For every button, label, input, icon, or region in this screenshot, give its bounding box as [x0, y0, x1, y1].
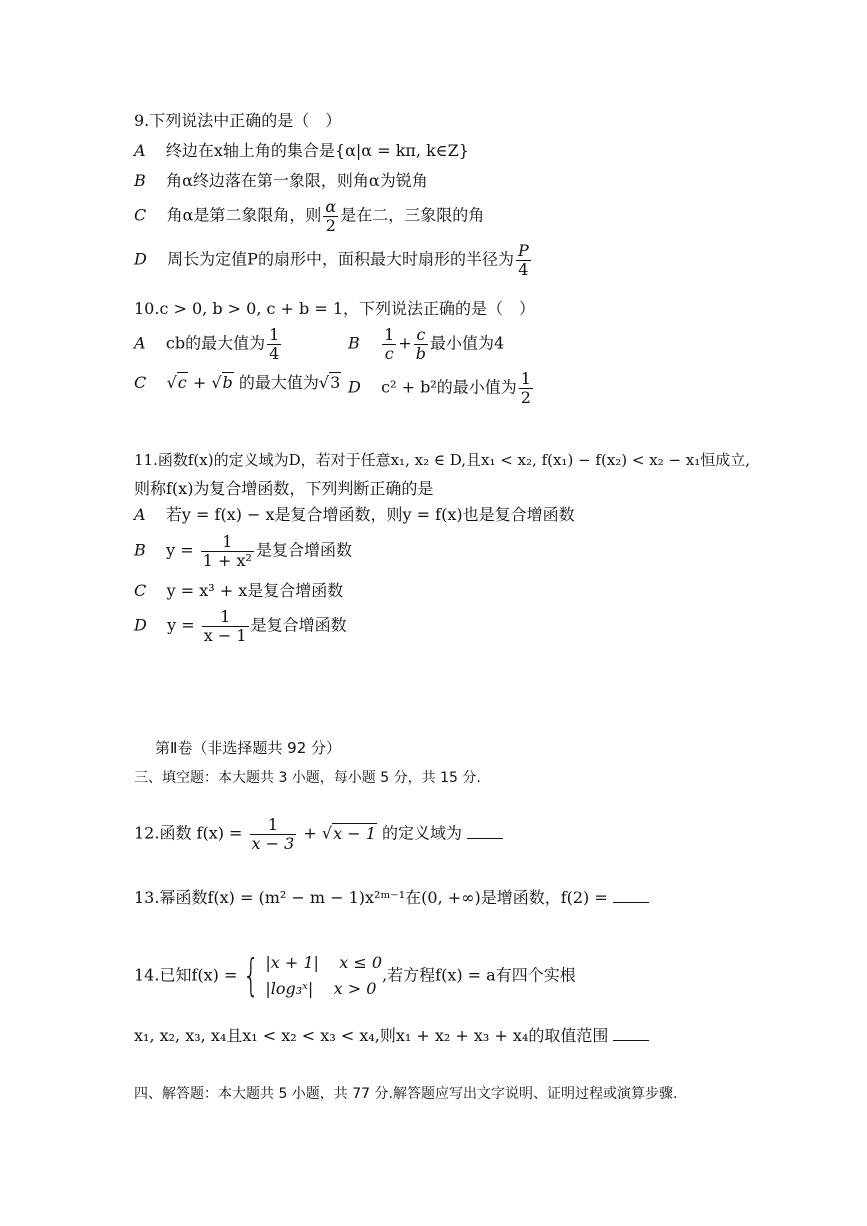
q10-option-d	[348, 370, 535, 406]
option-text: y = x³ + x是复合增函数	[166, 581, 344, 600]
piece-expr: |x + 1|	[265, 953, 319, 972]
plus-sign: +	[187, 373, 212, 392]
numerator: 1	[202, 608, 249, 627]
option-text: 终边在x轴上角的集合是{α|α = kπ, k∈Z}	[165, 141, 469, 160]
option-label: C	[134, 205, 147, 225]
option-label: C	[134, 373, 147, 392]
q14	[134, 950, 576, 1002]
section3-heading: 三、填空题：本大题共 3 小题，每小题 5 分，共 15 分.	[134, 770, 481, 786]
plus-sign: +	[398, 333, 412, 353]
option-text: 的最大值为	[238, 373, 319, 392]
q11-option-d	[134, 608, 347, 644]
denominator: x − 3	[251, 833, 295, 853]
q10-option-b	[348, 326, 504, 362]
piecewise-row	[265, 976, 382, 1002]
piece-cond: x ≤ 0	[339, 953, 383, 972]
option-text: 是复合增函数	[250, 615, 347, 635]
denominator: b	[415, 343, 426, 363]
option-text: 角α是第二象限角，则	[166, 205, 322, 225]
fraction	[414, 326, 428, 362]
q14-text: x₁, x₂, x₃, x₄且x₁ < x₂ < x₃ < x₄,则x₁ + x₂ + x₃ + x₄的取值范围	[134, 1026, 609, 1045]
option-label: A	[134, 505, 146, 524]
denominator: 1 + x²	[202, 550, 252, 570]
option-label: C	[134, 581, 147, 600]
option-text: 周长为定值P的扇形中，面积最大时扇形的半径为	[167, 249, 514, 269]
q11-stem-line2: 则称f(x)为复合增函数，下列判断正确的是	[134, 479, 434, 498]
q10-option-a	[134, 326, 283, 362]
q9-option-a	[134, 142, 469, 160]
q9-option-c	[134, 198, 484, 234]
option-text: 角α终边落在第一象限，则角α为锐角	[166, 171, 428, 190]
q11-option-b	[134, 533, 352, 569]
option-text: 是复合增函数	[255, 540, 352, 560]
option-label: D	[348, 377, 361, 397]
fraction	[519, 370, 533, 406]
option-text: 最小值为4	[429, 333, 505, 353]
plus-sign: +	[298, 823, 322, 843]
option-label: A	[134, 141, 146, 160]
section4-heading: 四、解答题：本大题共 5 小题，共 77 分.解答题应写出文字说明、证明过程或演算步骤.	[134, 1086, 678, 1102]
piece-cond: x > 0	[333, 979, 377, 998]
denominator: x − 1	[203, 625, 247, 645]
piecewise-row	[265, 950, 382, 976]
q11-option-c	[134, 582, 343, 600]
option-label: D	[134, 249, 147, 269]
q12: 12.函数 f(x) = $\frac{1}{x - 3}$ + √x − 1 的定义域为	[134, 816, 503, 852]
q9-option-d	[134, 242, 533, 278]
fraction	[267, 326, 281, 362]
denominator: 4	[518, 259, 529, 279]
option-text: y =	[166, 540, 199, 560]
q11-option-a	[134, 506, 575, 524]
answer-blank[interactable]	[613, 1026, 649, 1041]
q9-option-b	[134, 172, 428, 190]
numerator: 1	[384, 325, 395, 344]
fraction	[323, 198, 338, 234]
numerator: α	[325, 197, 337, 216]
numerator: c	[414, 326, 428, 345]
q13	[134, 888, 649, 907]
numerator: P	[517, 241, 529, 260]
radicand: c	[177, 373, 187, 392]
numerator: 1	[201, 533, 254, 552]
fraction	[516, 242, 531, 278]
piece-expr: |log₃ˣ|	[265, 979, 314, 998]
option-label: B	[348, 333, 360, 353]
q12-text: 的定义域为	[376, 823, 462, 843]
option-text: c² + b²的最小值为	[381, 377, 517, 397]
q9-stem: 9.下列说法中正确的是（ ）	[134, 111, 342, 130]
answer-blank[interactable]	[467, 824, 503, 839]
part2-title: 第Ⅱ卷（非选择题共 92 分）	[155, 739, 342, 757]
answer-blank[interactable]	[613, 888, 649, 903]
fraction	[250, 816, 297, 852]
fraction	[202, 608, 249, 644]
numerator: 1	[250, 816, 297, 835]
radicand: b	[222, 373, 233, 392]
option-label: D	[134, 615, 147, 635]
option-text: 若y = f(x) − x是复合增函数，则y = f(x)也是复合增函数	[165, 505, 575, 524]
numerator: 1	[520, 369, 531, 388]
denominator: c	[384, 343, 394, 363]
option-text: cb的最大值为	[165, 333, 266, 353]
radicand: x − 1	[333, 823, 376, 843]
q14-line2	[134, 1026, 649, 1045]
q10-option-c: C √c + √b 的最大值为√3	[134, 373, 341, 392]
numerator: 1	[269, 325, 280, 344]
fraction	[382, 326, 396, 362]
q14-text: ,若方程f(x) = a有四个实根	[382, 965, 576, 985]
q14-text: 14.已知f(x) =	[134, 965, 238, 985]
option-text: y =	[167, 615, 200, 635]
option-label: B	[134, 540, 146, 560]
option-label: A	[134, 333, 146, 353]
q11-stem-line1: 11.函数f(x)的定义域为D，若对于任意x₁, x₂ ∈ D,且x₁ < x₂, f(x₁) − f(x₂) < x₂ − x₁恒成立,	[134, 451, 751, 469]
piecewise-rows	[265, 950, 382, 1002]
q13-text: 13.幂函数f(x) = (m² − m − 1)x²ᵐ⁻¹在(0, +∞)是增函数，f(2) =	[134, 888, 608, 907]
fraction	[201, 533, 254, 569]
denominator: 2	[520, 387, 531, 407]
denominator: 4	[269, 343, 280, 363]
option-text: 是在二，三象限的角	[340, 205, 485, 225]
brace-icon: {	[242, 950, 260, 1001]
radicand: 3	[330, 373, 341, 392]
q12-text: 12.函数 f(x) =	[134, 823, 248, 843]
option-label: B	[134, 171, 146, 190]
denominator: 2	[325, 215, 336, 235]
q10-stem: 10.c > 0, b > 0, c + b = 1，下列说法正确的是（ ）	[134, 299, 536, 318]
